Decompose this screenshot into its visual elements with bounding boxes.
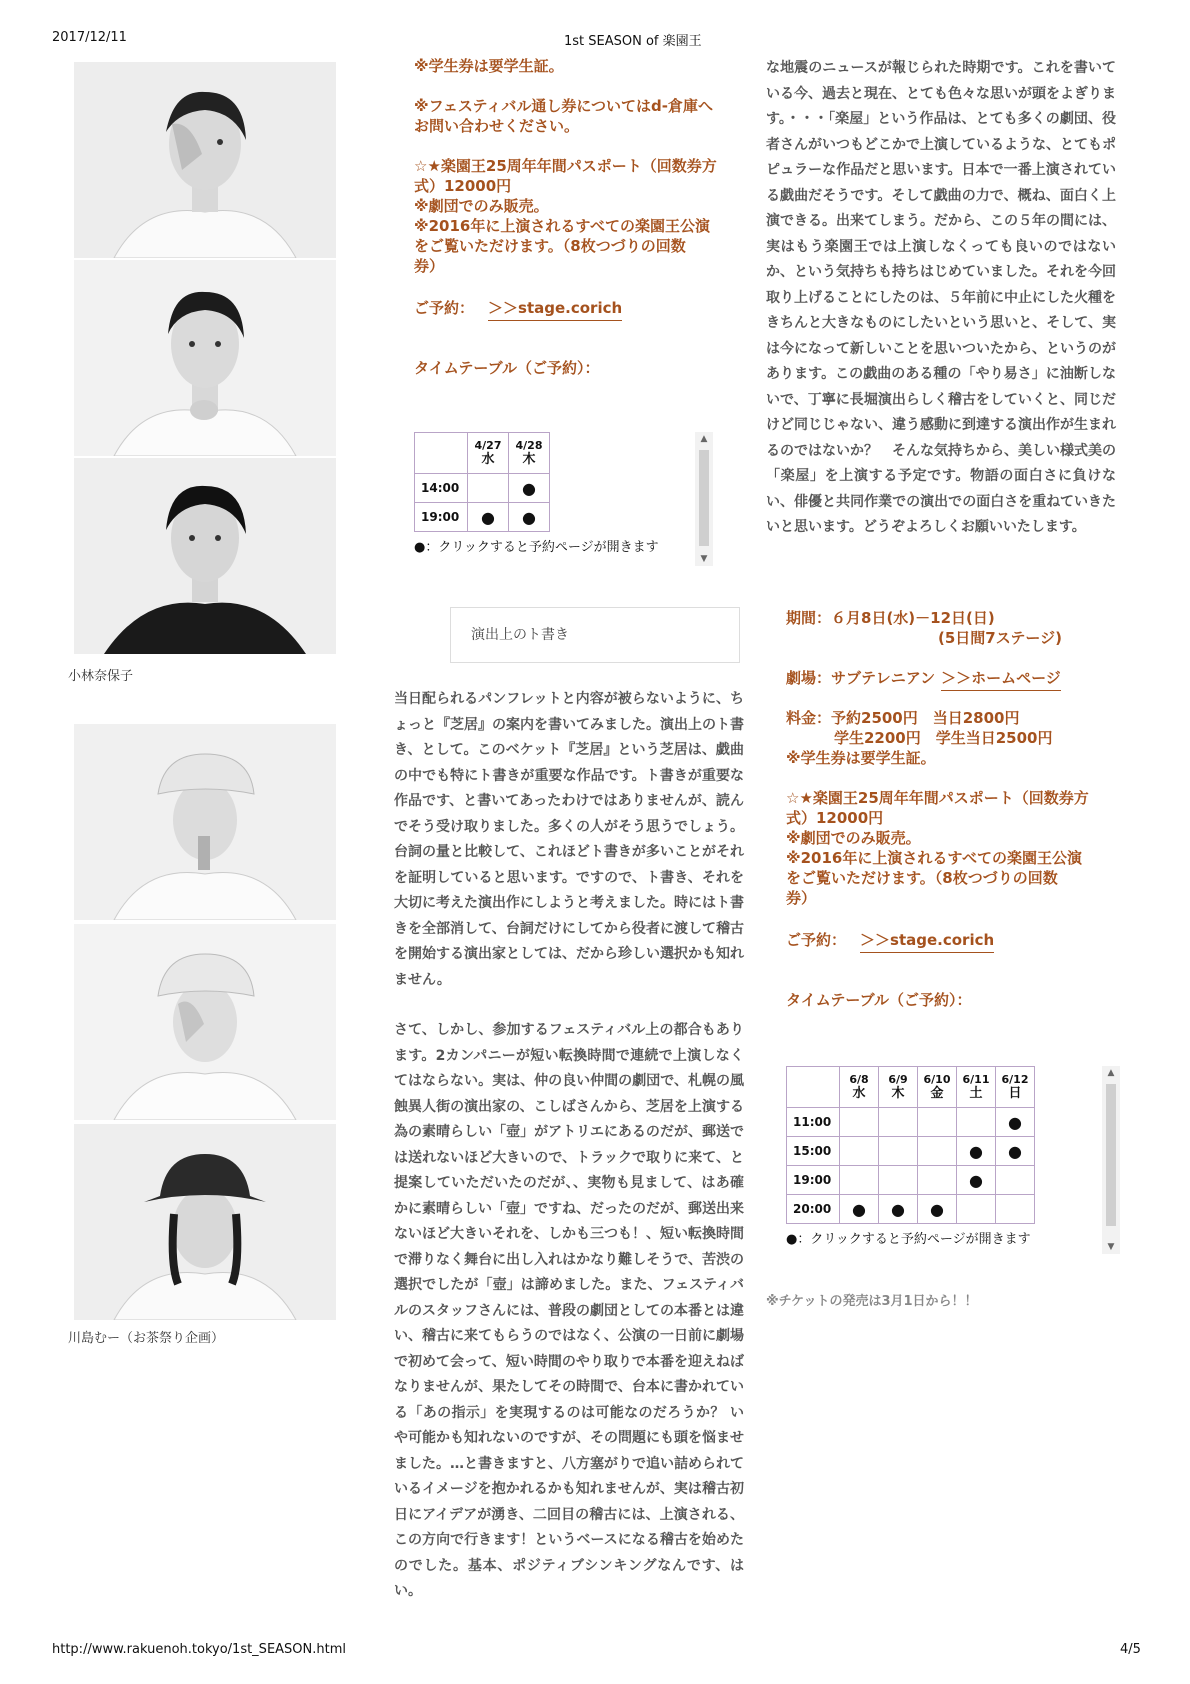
timetable-june-grid <box>786 1066 1035 1224</box>
reservation-dot[interactable]: ● <box>468 503 509 532</box>
student-note: ※学生券は要学生証。 <box>414 57 564 75</box>
middle-body-text <box>394 687 744 1605</box>
reservation-dot[interactable]: ● <box>509 503 550 532</box>
timetable-time: 14:00 <box>415 474 468 503</box>
cast-photo-kawashima-1 <box>74 724 336 920</box>
timetable-june-scrollbar[interactable] <box>1102 1066 1120 1254</box>
venue-link[interactable]: ＞＞ホームページ <box>941 669 1061 691</box>
festival-pass-line2: お問い合わせください。 <box>414 117 580 135</box>
cast-photo-kobayashi-1 <box>74 62 336 258</box>
day-of-week: 木 <box>522 452 536 467</box>
reservation-dot[interactable]: ● <box>996 1108 1035 1137</box>
timetable-day-header <box>509 433 550 474</box>
right-passport-line2: 式）12000円 <box>786 809 884 827</box>
timetable-empty-cell <box>840 1166 879 1195</box>
day-of-week: 日 <box>1008 1086 1022 1101</box>
body-paragraph-1: 当日配られるパンフレットと内容が被らないように、ちょっと『芝居』の案内を書いてみました。演出上のト書き、として。このベケット『芝居』という芝居は、戯曲の中でも特にト書きが重要な作品です。ト書きが重要な作品です、と書いてあったわけではありませんが、読んでそう受け取りました。多くの人がそう思うでしょう。台詞の量と比較して、これほどト書きが多いことがそれを証明していると思います。ですので、ト書き、それを大切に考えた演出作にしようと考えました。時にはト書きを全部消して、台詞だけにしてから役者に渡して稽古を開始する演出家としては、だから珍しい選択かも知れません。 <box>394 691 744 988</box>
timetable-row <box>787 1195 1035 1224</box>
right-reserve-label: ご予約： <box>786 931 847 949</box>
all-plays-line1: ※2016年に上演されるすべての楽園王公演 <box>414 217 711 235</box>
right-all-plays-line3: 券） <box>786 889 817 907</box>
right-timetable-label: タイムテーブル（ご予約）： <box>786 991 972 1009</box>
timetable-time: 20:00 <box>787 1195 840 1224</box>
timetable-time: 15:00 <box>787 1137 840 1166</box>
reservation-dot[interactable]: ● <box>509 474 550 503</box>
right-ticket-info <box>786 608 1126 1010</box>
day-date: 4/28 <box>515 439 543 452</box>
reserve-link[interactable]: ＞＞stage.corich <box>488 299 622 321</box>
timetable-empty-cell <box>840 1137 879 1166</box>
venue-label: 劇場：サブテレニアン <box>786 669 936 687</box>
right-body-text: な地震のニュースが報じられた時期です。これを書いている今、過去と現在、とても色々な思いが頭をよぎります。・・・「楽屋」という作品は、とても多くの劇団、役者さんがいつもどこかで上演しているような、とてもポピュラーな作品だと思います。日本で一番上演されている戯曲だそうです。そして戯曲の力で、概ね、面白く上演できる。出来てしまう。だから、この５年の間には、実はもう楽園王では上演しなくっても良いのではないか、という気持ちも持ちはじめていました。それを今回取り上げることにしたのは、５年前に中止にした火種をきちんと大きなものにしたいという思いと、そして、実は今になって新しいことを思いついたから、というのがあります。この戯曲のある種の「やり易さ」に油断しないで、丁寧に長堀演出らしく稽古をしていくと、同じだけど同じじゃない、違う感動に到達する演出作が生まれるのではないか？ そんな気持ちから、美しい様式美の「楽屋」を上演する予定です。物語の面白さに負けない、俳優と共同作業での演出での面白さを重ねていきたいと思います。どうぞよろしくお願いいたします。 <box>766 60 1116 535</box>
scroll-thumb[interactable] <box>699 450 709 546</box>
timetable-row <box>787 1108 1035 1137</box>
reservation-dot[interactable]: ● <box>957 1137 996 1166</box>
day-of-week: 水 <box>852 1086 866 1101</box>
timetable-time: 19:00 <box>787 1166 840 1195</box>
timetable-row <box>415 503 550 532</box>
right-theater-only: ※劇団でのみ販売。 <box>786 829 921 847</box>
timetable-empty-cell <box>840 1108 879 1137</box>
timetable-empty-cell <box>918 1166 957 1195</box>
section-label-box: 演出上のト書き <box>450 607 740 663</box>
reservation-dot[interactable]: ● <box>879 1195 918 1224</box>
day-date: 6/11 <box>962 1073 990 1086</box>
reservation-dot[interactable]: ● <box>957 1166 996 1195</box>
scroll-thumb[interactable] <box>1106 1084 1116 1226</box>
cast-caption-kawashima: 川島むー（お茶祭り企画） <box>68 1331 225 1346</box>
timetable-april <box>414 432 714 555</box>
right-passport-line1: ☆★楽園王25周年年間パスポート（回数券方 <box>786 789 1089 807</box>
timetable-time: 19:00 <box>415 503 468 532</box>
timetable-row <box>787 1166 1035 1195</box>
reservation-dot[interactable]: ● <box>840 1195 879 1224</box>
timetable-empty-cell <box>468 474 509 503</box>
day-of-week: 金 <box>930 1086 944 1101</box>
timetable-empty-cell <box>957 1108 996 1137</box>
right-student-note: ※学生券は要学生証。 <box>786 749 936 767</box>
period-line2: (5日間7ステージ) <box>938 629 1062 647</box>
timetable-april-grid <box>414 432 550 532</box>
reservation-dot[interactable]: ● <box>918 1195 957 1224</box>
timetable-april-note: ●：クリックすると予約ページが開きます <box>414 540 659 555</box>
page-title: 1st SEASON of 楽園王 <box>564 34 702 49</box>
print-url: http://www.rakuenoh.tokyo/1st_SEASON.html <box>52 1642 346 1657</box>
timetable-time: 11:00 <box>787 1108 840 1137</box>
cast-photo-kobayashi-3 <box>74 458 336 654</box>
timetable-corner <box>787 1067 840 1108</box>
price-line1: 料金：予約2500円 当日2800円 <box>786 709 1020 727</box>
timetable-row <box>787 1137 1035 1166</box>
timetable-label: タイムテーブル（ご予約）： <box>414 359 600 377</box>
timetable-day-header <box>996 1067 1035 1108</box>
timetable-row <box>415 474 550 503</box>
middle-ticket-info <box>414 56 754 378</box>
ticket-sale-note: ※チケットの発売は3月1日から！！ <box>766 1294 978 1309</box>
right-all-plays-line1: ※2016年に上演されるすべての楽園王公演 <box>786 849 1083 867</box>
cast-photo-kawashima-2 <box>74 924 336 1120</box>
reserve-label: ご予約： <box>414 299 475 317</box>
cast-photo-kobayashi-2 <box>74 260 336 456</box>
day-date: 6/9 <box>888 1073 908 1086</box>
cast-photo-kawashima-3 <box>74 1124 336 1320</box>
timetable-empty-cell <box>996 1166 1035 1195</box>
passport-line2: 式）12000円 <box>414 177 512 195</box>
page-number: 4/5 <box>1120 1642 1141 1657</box>
all-plays-line3: 券） <box>414 257 445 275</box>
right-reserve-link[interactable]: ＞＞stage.corich <box>860 931 994 953</box>
scroll-up-icon[interactable]: ▲ <box>700 434 708 444</box>
cast-caption-kobayashi: 小林奈保子 <box>68 669 134 684</box>
timetable-empty-cell <box>879 1108 918 1137</box>
reservation-dot[interactable]: ● <box>996 1137 1035 1166</box>
price-line2: 学生2200円 学生当日2500円 <box>834 729 1053 747</box>
period-line1: 期間：６月8日(水)－12日(日) <box>786 609 995 627</box>
festival-pass-line1: ※フェスティバル通し券についてはd-倉庫へ <box>414 97 713 115</box>
day-of-week: 土 <box>969 1086 983 1101</box>
right-all-plays-line2: をご覧いただけます。（8枚つづりの回数 <box>786 869 1058 887</box>
day-date: 4/27 <box>474 439 502 452</box>
timetable-day-header <box>468 433 509 474</box>
all-plays-line2: をご覧いただけます。（8枚つづりの回数 <box>414 237 686 255</box>
timetable-june-note: ●：クリックすると予約ページが開きます <box>786 1232 1031 1247</box>
scroll-down-icon[interactable]: ▼ <box>1107 1242 1115 1252</box>
theater-only-note: ※劇団でのみ販売。 <box>414 197 549 215</box>
print-date: 2017/12/11 <box>52 30 127 45</box>
day-of-week: 木 <box>891 1086 905 1101</box>
timetable-empty-cell <box>879 1137 918 1166</box>
day-date: 6/10 <box>923 1073 951 1086</box>
timetable-day-header <box>879 1067 918 1108</box>
timetable-empty-cell <box>957 1195 996 1224</box>
timetable-day-header <box>957 1067 996 1108</box>
timetable-june <box>786 1066 1106 1247</box>
timetable-corner <box>415 433 468 474</box>
day-of-week: 水 <box>481 452 495 467</box>
passport-line1: ☆★楽園王25周年年間パスポート（回数券方 <box>414 157 717 175</box>
timetable-empty-cell <box>918 1137 957 1166</box>
body-paragraph-2: さて、しかし、参加するフェスティバル上の都合もあります。2カンパニーが短い転換時間で連続で上演しなくてはならない。実は、仲の良い仲間の劇団で、札幌の風蝕異人街の演出家の、こしばさんから、芝居を上演する為の素晴らしい「壺」がアトリエにあるのだが、郵送では送れないほど大きいので、トラックで取りに来て、と提案していただいたのだが、、実物も見まして、はあ確かに素晴らしい「壺」ですね、だったのだが、郵送出来ないほど大きいそれを、しかも三つも！、短い転換時間で滞りなく舞台に出し入れはかなり難しそうで、苦渋の選択でしたが「壺」は諦めました。また、フェスティバルのスタッフさんには、普段の劇団としての本番とは違い、稽古に来てもらうのではなく、公演の一日前に劇場で初めて会って、短い時間のやり取りで本番を迎えねばなりませんが、果たしてその時間で、台本に書かれている「あの指示」を実現するのは可能なのだろうか？ いや可能かも知れないのですが、その問題にも頭を悩ませました。…と書きますと、八方塞がりで追い詰められているイメージを抱かれるかも知れませんが、実は稽古初日にアイデアが湧き、二回目の稽古には、上演される、この方向で行きます！というベースになる稽古を始めたのでした。基本、ポジティブシンキングなんです、はい。 <box>394 1022 744 1599</box>
timetable-day-header <box>918 1067 957 1108</box>
timetable-day-header <box>840 1067 879 1108</box>
timetable-empty-cell <box>996 1195 1035 1224</box>
scroll-up-icon[interactable]: ▲ <box>1107 1068 1115 1078</box>
day-date: 6/8 <box>849 1073 869 1086</box>
timetable-empty-cell <box>918 1108 957 1137</box>
timetable-empty-cell <box>879 1166 918 1195</box>
timetable-april-scrollbar[interactable] <box>695 432 713 566</box>
scroll-down-icon[interactable]: ▼ <box>700 554 708 564</box>
day-date: 6/12 <box>1001 1073 1029 1086</box>
